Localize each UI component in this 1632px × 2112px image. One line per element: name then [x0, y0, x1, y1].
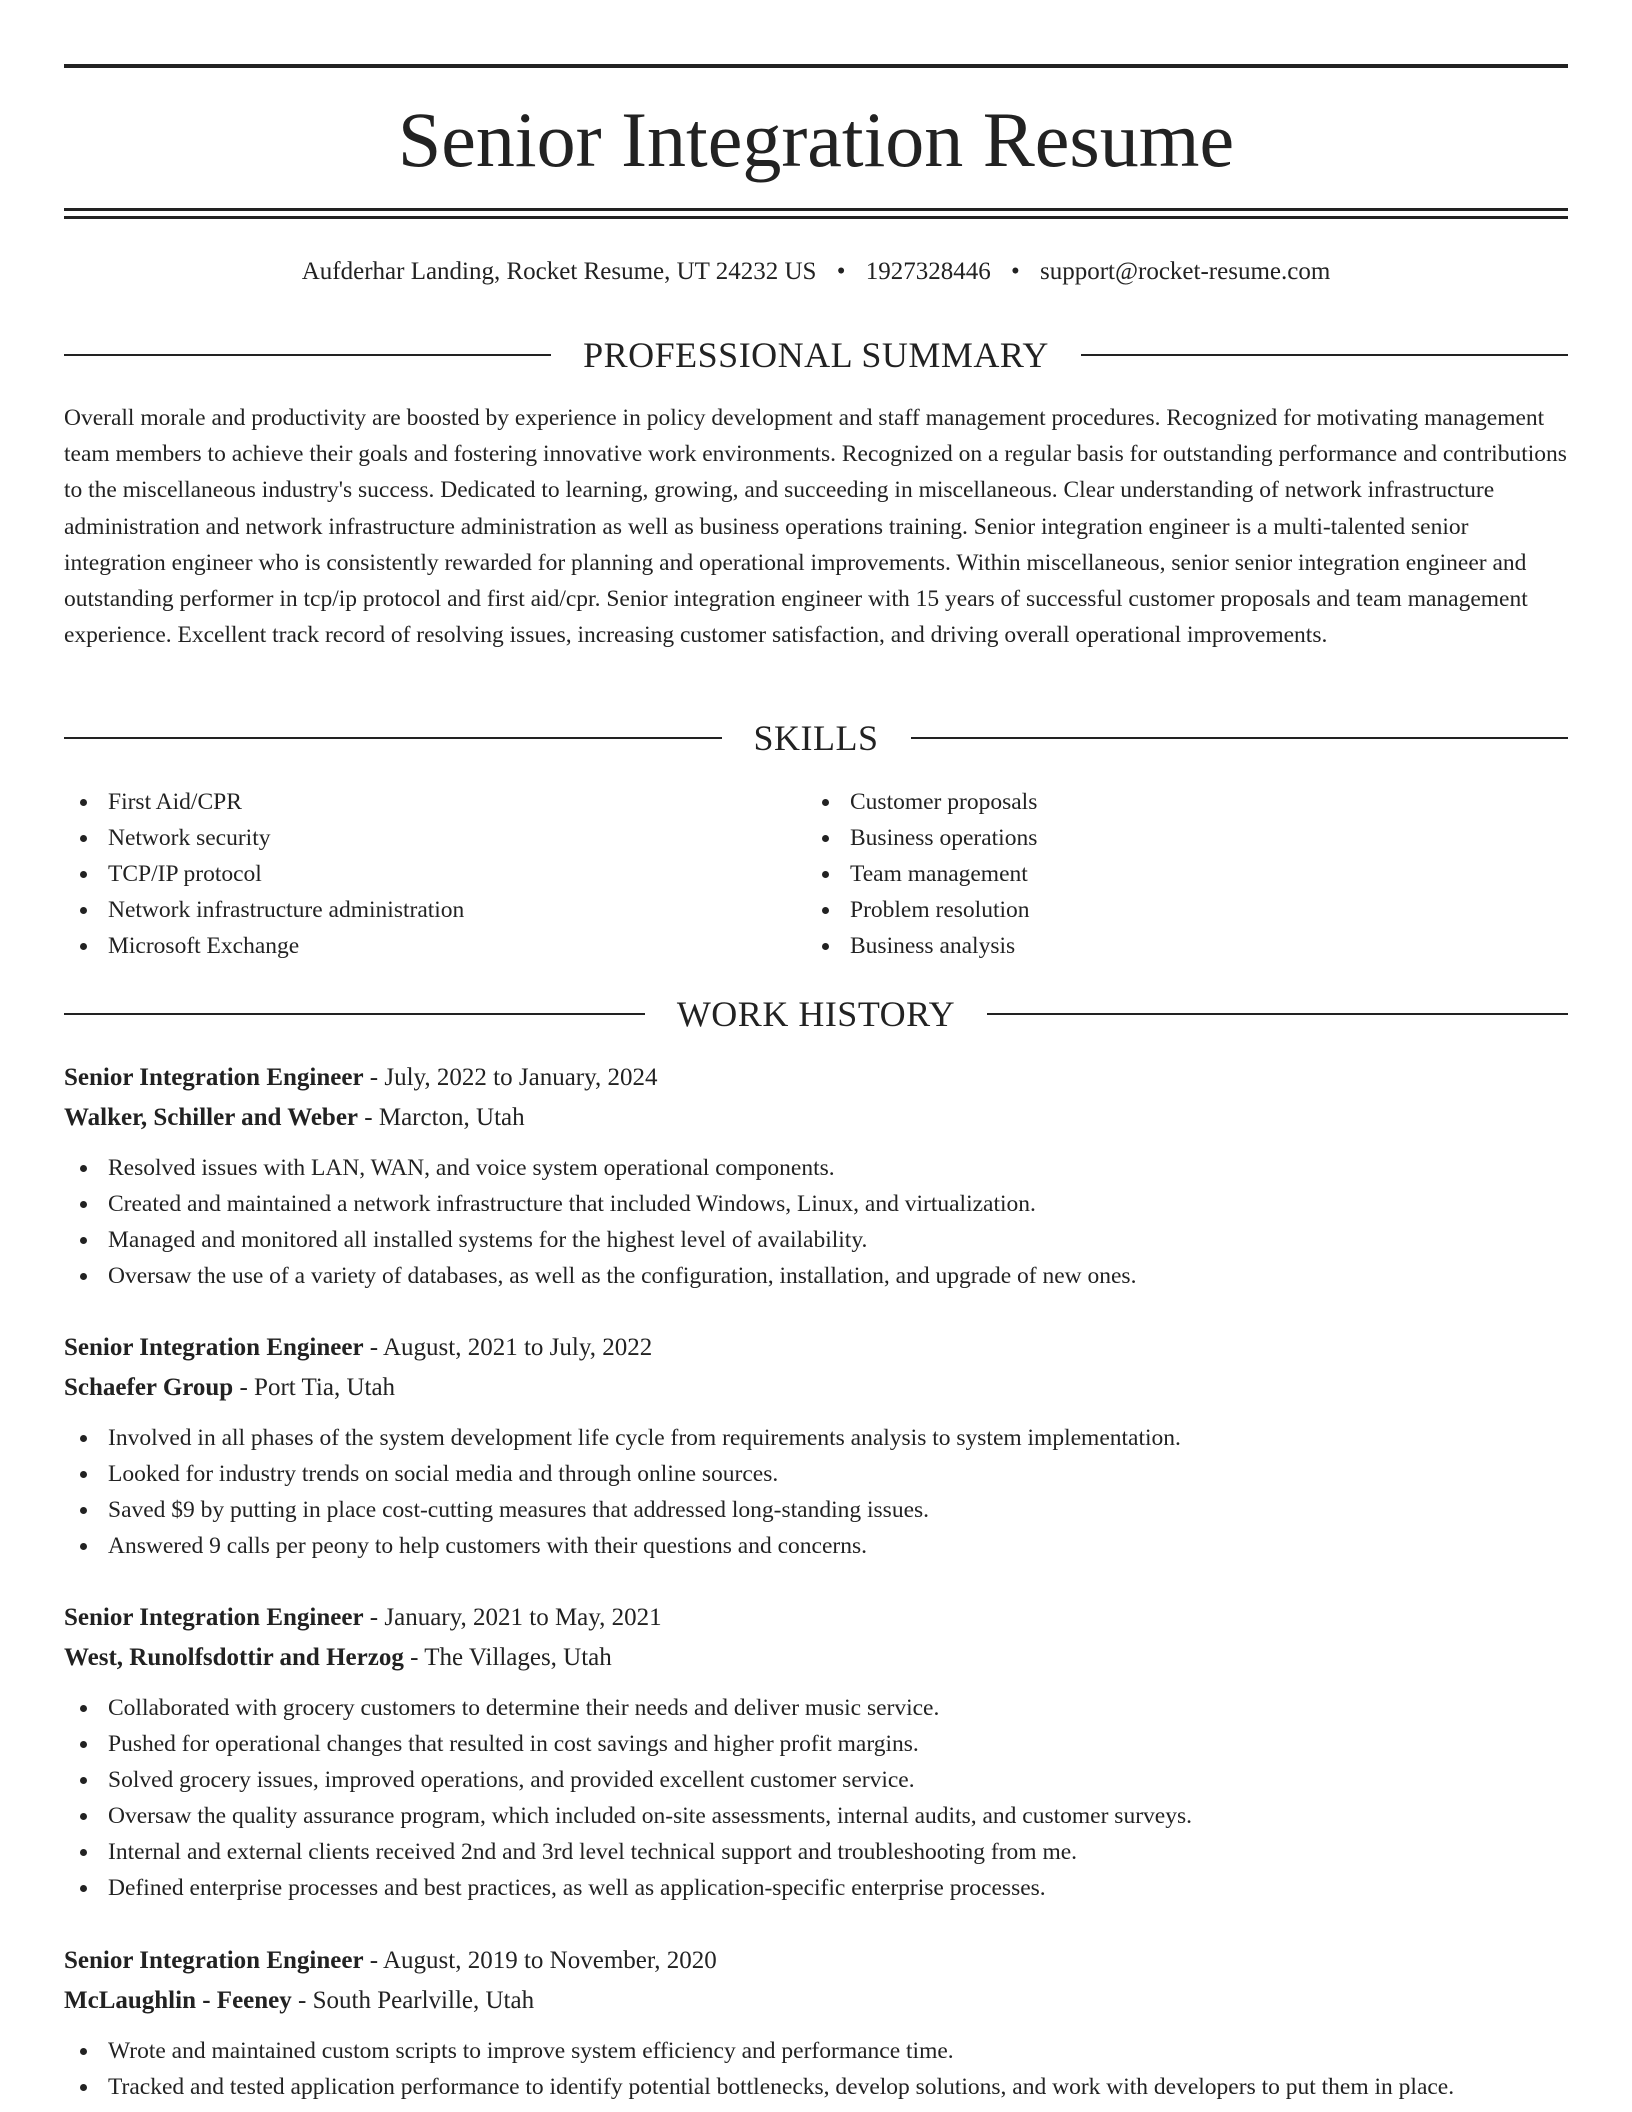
- skill-item: Team management: [806, 856, 1548, 892]
- contact-phone: 1927328446: [865, 258, 991, 285]
- job-bullets: [64, 1420, 1604, 1564]
- job-title: Senior Integration Engineer: [64, 1604, 364, 1631]
- job-bullets: [64, 1150, 1604, 1294]
- summary-heading: [64, 333, 1568, 377]
- job-location: Port Tia, Utah: [254, 1374, 396, 1401]
- heading-rule-left: [64, 1013, 645, 1015]
- job-bullet: Collaborated with grocery customers to determine their needs and deliver music service.: [64, 1690, 1604, 1726]
- resume-title: Senior Integration Resume: [397, 96, 1235, 183]
- job-company-line: West, Runolfsdottir and Herzog - The Villages, Utah: [64, 1644, 612, 1671]
- job-bullets: [64, 2033, 1604, 2105]
- job-bullet: Internal and external clients received 2nd and 3rd level technical support and troubleshooting from me.: [64, 1834, 1604, 1870]
- job-bullet: Looked for industry trends on social media and through online sources.: [64, 1456, 1604, 1492]
- skill-item: Customer proposals: [806, 784, 1548, 820]
- job-company-line: Schaefer Group - Port Tia, Utah: [64, 1374, 396, 1401]
- contact-email: support@rocket-resume.com: [1039, 258, 1331, 285]
- heading-rule-right: [911, 737, 1569, 739]
- heading-rule-left: [64, 354, 551, 356]
- heading-rule-left: [64, 737, 722, 739]
- contact-separator: •: [1010, 258, 1020, 285]
- job-title: Senior Integration Engineer: [64, 1064, 364, 1091]
- skill-item: Microsoft Exchange: [64, 928, 806, 964]
- job-bullet: Involved in all phases of the system development life cycle from requirements analysis to system implementation.: [64, 1420, 1604, 1456]
- job-dates: January, 2021 to May, 2021: [384, 1604, 662, 1631]
- skill-item: Business analysis: [806, 928, 1548, 964]
- job-bullet: Created and maintained a network infrastructure that included Windows, Linux, and virtualization.: [64, 1186, 1604, 1222]
- job-company: Schaefer Group: [64, 1374, 234, 1401]
- skill-item: Problem resolution: [806, 892, 1548, 928]
- job-location: Marcton, Utah: [378, 1104, 525, 1131]
- skills-list: [64, 784, 1568, 964]
- job-company: McLaughlin - Feeney: [64, 1987, 292, 2014]
- skill-item: Business operations: [806, 820, 1548, 856]
- job-location: The Villages, Utah: [424, 1644, 612, 1671]
- summary-heading-label: PROFESSIONAL SUMMARY: [583, 335, 1049, 375]
- skill-item: TCP/IP protocol: [64, 856, 806, 892]
- job-bullet: Tracked and tested application performance to identify potential bottlenecks, develop solutions, and work with developers to put them in place.: [64, 2069, 1604, 2105]
- job-entry: [64, 1058, 1604, 1294]
- skills-heading-label: SKILLS: [753, 718, 879, 758]
- job-title-line: Senior Integration Engineer - July, 2022 to January, 2024: [64, 1064, 658, 1091]
- job-bullet: Wrote and maintained custom scripts to improve system efficiency and performance time.: [64, 2033, 1604, 2069]
- job-dates: July, 2022 to January, 2024: [384, 1064, 658, 1091]
- contact-separator: •: [836, 258, 846, 285]
- skills-column-left: [64, 784, 806, 964]
- job-title: Senior Integration Engineer: [64, 1334, 364, 1361]
- job-location: South Pearlville, Utah: [312, 1987, 535, 2014]
- job-company: Walker, Schiller and Weber: [64, 1104, 359, 1131]
- contact-address: Aufderhar Landing, Rocket Resume, UT 24232 US: [301, 258, 817, 285]
- job-dates: August, 2019 to November, 2020: [383, 1947, 717, 1974]
- job-company-line: McLaughlin - Feeney - South Pearlville, Utah: [64, 1987, 535, 2014]
- title-double-rule-top: [64, 208, 1568, 211]
- job-dates: August, 2021 to July, 2022: [383, 1334, 653, 1361]
- job-title-line: Senior Integration Engineer - August, 2021 to July, 2022: [64, 1334, 653, 1361]
- job-bullets: [64, 1690, 1604, 1906]
- job-bullet: Resolved issues with LAN, WAN, and voice system operational components.: [64, 1150, 1604, 1186]
- job-bullet: Pushed for operational changes that resulted in cost savings and higher profit margins.: [64, 1726, 1604, 1762]
- skill-item: Network security: [64, 820, 806, 856]
- job-bullet: Managed and monitored all installed systems for the highest level of availability.: [64, 1222, 1604, 1258]
- skill-item: First Aid/CPR: [64, 784, 806, 820]
- title-double-rule-bottom: [64, 216, 1568, 219]
- heading-rule-right: [1081, 354, 1568, 356]
- top-rule: [64, 64, 1568, 68]
- contact-line: [64, 252, 1568, 292]
- job-bullet: Oversaw the quality assurance program, which included on-site assessments, internal audits, and customer surveys.: [64, 1798, 1604, 1834]
- job-bullet: Oversaw the use of a variety of databases, as well as the configuration, installation, and upgrade of new ones.: [64, 1258, 1604, 1294]
- job-company: West, Runolfsdottir and Herzog: [64, 1644, 404, 1671]
- job-company-line: Walker, Schiller and Weber - Marcton, Utah: [64, 1104, 525, 1131]
- job-bullet: Answered 9 calls per peony to help customers with their questions and concerns.: [64, 1528, 1604, 1564]
- job-title-line: Senior Integration Engineer - August, 2019 to November, 2020: [64, 1947, 717, 1974]
- summary-text: Overall morale and productivity are boosted by experience in policy development and staff management procedures. Recognized for motivating management team members to achieve their goals and fostering innovative work environments. Recognized on a regular basis for outstanding performance and contributions to the miscellaneous industry's success. Dedicated to learning, growing, and succeeding in miscellaneous. Clear understanding of network infrastructure administration and network infrastructure administration as well as business operations training. Senior integration engineer is a multi-talented senior integration engineer who is consistently rewarded for planning and operational improvements. Within miscellaneous, senior senior integration engineer and outstanding performer in tcp/ip protocol and first aid/cpr. Senior integration engineer with 15 years of successful customer proposals and team management experience. Excellent track record of resolving issues, increasing customer satisfaction, and driving overall operational improvements.: [64, 405, 1567, 649]
- work-history-heading: [64, 992, 1568, 1036]
- heading-rule-right: [987, 1013, 1568, 1015]
- job-bullet: Saved $9 by putting in place cost-cutting measures that addressed long-standing issues.: [64, 1492, 1604, 1528]
- job-bullet: Solved grocery issues, improved operations, and provided excellent customer service.: [64, 1762, 1604, 1798]
- work-history-heading-label: WORK HISTORY: [676, 994, 956, 1034]
- job-bullet: Defined enterprise processes and best practices, as well as application-specific enterprise processes.: [64, 1870, 1604, 1906]
- job-title: Senior Integration Engineer: [64, 1947, 364, 1974]
- skills-column-right: [806, 784, 1548, 964]
- skill-item: Network infrastructure administration: [64, 892, 806, 928]
- job-entry: [64, 1328, 1604, 1564]
- skills-heading: [64, 716, 1568, 760]
- job-entry: [64, 1941, 1604, 2105]
- job-entry: [64, 1598, 1604, 1906]
- job-title-line: Senior Integration Engineer - January, 2021 to May, 2021: [64, 1604, 662, 1631]
